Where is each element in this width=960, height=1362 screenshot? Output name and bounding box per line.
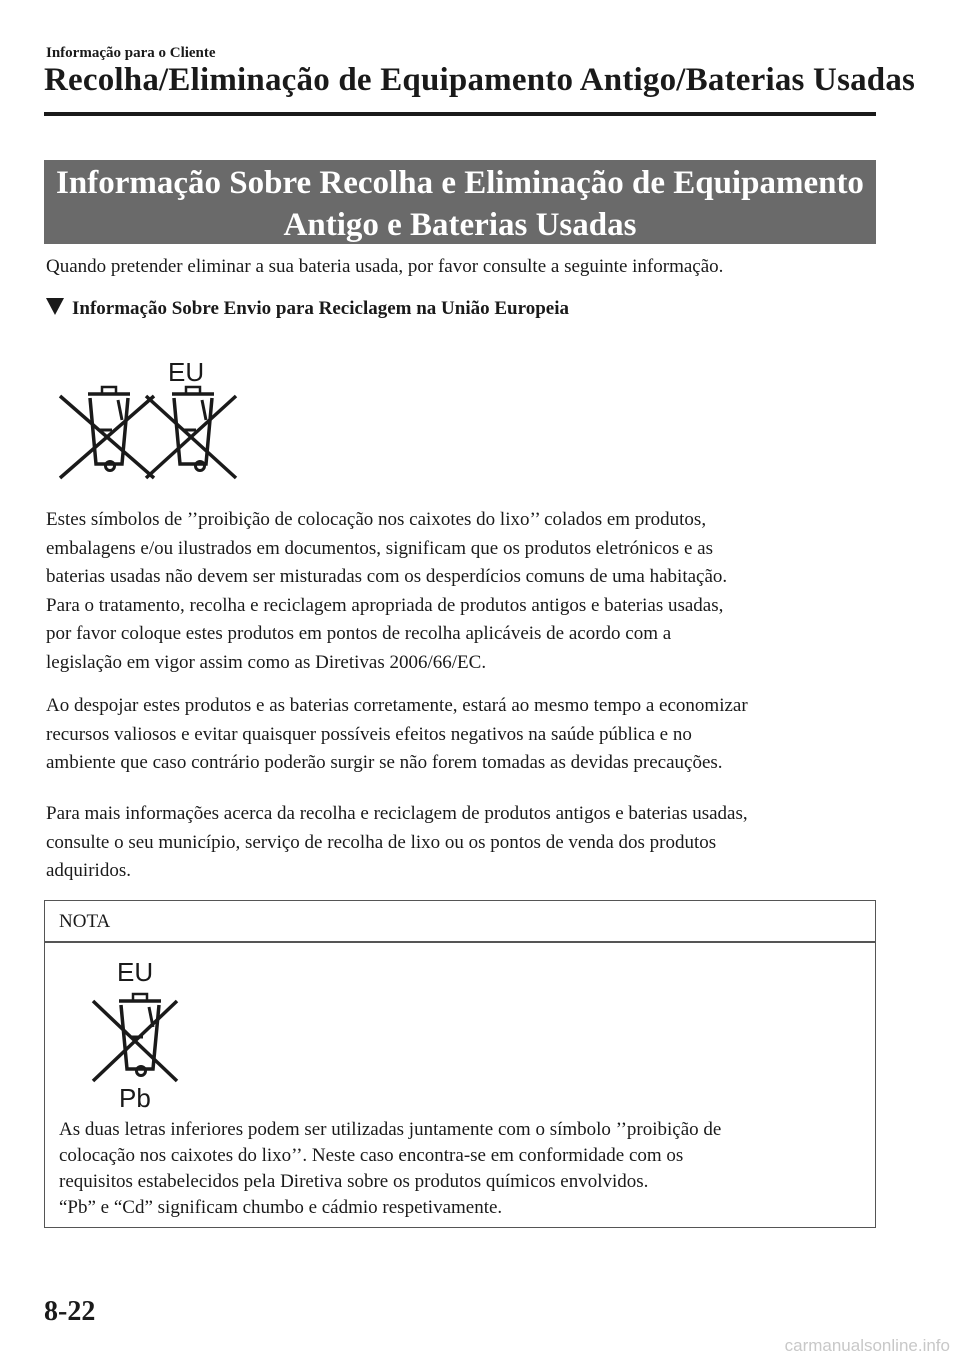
text-line: requisitos estabelecidos pela Diretiva sobre os produtos químicos envolvidos. (59, 1171, 649, 1192)
text-line: Para mais informações acerca da recolha e reciclagem de produtos antigos e baterias usadas, (46, 803, 748, 824)
subheading-text: Informação Sobre Envio para Reciclagem na União Europeia (72, 298, 569, 319)
intro-text: Quando pretender eliminar a sua bateria usada, por favor consulte a seguinte informação. (46, 256, 724, 277)
triangle-bullet-icon (46, 298, 64, 315)
watermark: carmanualsonline.info (784, 1336, 950, 1355)
note-box (44, 900, 876, 1228)
text-line: recursos valiosos e evitar quaisquer possíveis efeitos negativos na saúde pública e no (46, 723, 692, 745)
note-text (59, 1117, 721, 1221)
crossed-bin-icon (146, 387, 236, 478)
subheading (46, 298, 569, 320)
header-rule (44, 112, 876, 116)
section-banner (44, 160, 876, 244)
text-line: adquiridos. (46, 860, 131, 881)
crossed-bin-icon (60, 387, 154, 478)
paragraph-benefits (46, 692, 748, 778)
section-label: Informação para o Cliente (46, 45, 216, 61)
text-line: embalagens e/ou ilustrados em documentos, significam que os produtos eletrónicos e as (46, 537, 713, 559)
text-line: colocação nos caixotes do lixo’’. Neste caso encontra-se em conformidade com os (59, 1145, 684, 1166)
banner-line-2: Antigo e Baterias Usadas (283, 207, 637, 243)
crossed-bin-icon (93, 994, 177, 1081)
text-line: por favor coloque estes produtos em pontos de recolha aplicáveis de acordo com a (46, 623, 672, 644)
pb-label: Pb (119, 1083, 151, 1109)
note-title: NOTA (59, 911, 111, 932)
text-line: Para o tratamento, recolha e reciclagem apropriada de produtos antigos e baterias usadas, (46, 594, 724, 616)
banner-line-1: Informação Sobre Recolha e Eliminação de Equipamento (56, 165, 864, 201)
text-line: Estes símbolos de ’’proibição de colocação nos caixotes do lixo’’ colados em produtos, (46, 509, 707, 530)
text-line: “Pb” e “Cd” significam chumbo e cádmio respetivamente. (59, 1197, 503, 1218)
text-line: legislação em vigor assim como as Diretivas 2006/66/EC. (46, 651, 487, 673)
crossed-bin-symbols (50, 356, 240, 482)
page-number: 8-22 (44, 1296, 96, 1327)
text-line: consulte o seu município, serviço de recolha de lixo ou os pontos de venda dos produtos (46, 831, 717, 853)
text-line: Ao despojar estes produtos e as baterias corretamente, estará ao mesmo tempo a economizar (46, 695, 748, 716)
note-divider (45, 941, 875, 943)
text-line: baterias usadas não devem ser misturadas com os desperdícios comuns de uma habitação. (46, 566, 728, 587)
text-line: As duas letras inferiores podem ser utilizadas juntamente com o símbolo ’’proibição de (59, 1119, 722, 1140)
eu-label: EU (117, 957, 154, 987)
crossed-bin-pb-symbol (91, 951, 191, 1109)
paragraph-more-info (46, 800, 748, 886)
paragraph-disposal-symbols (46, 506, 727, 677)
page-title: Recolha/Eliminação de Equipamento Antigo/Baterias Usadas (44, 62, 916, 98)
text-line: ambiente que caso contrário poderão surgir se não forem tomadas as devidas precauções. (46, 752, 723, 773)
eu-label: EU (168, 357, 205, 387)
